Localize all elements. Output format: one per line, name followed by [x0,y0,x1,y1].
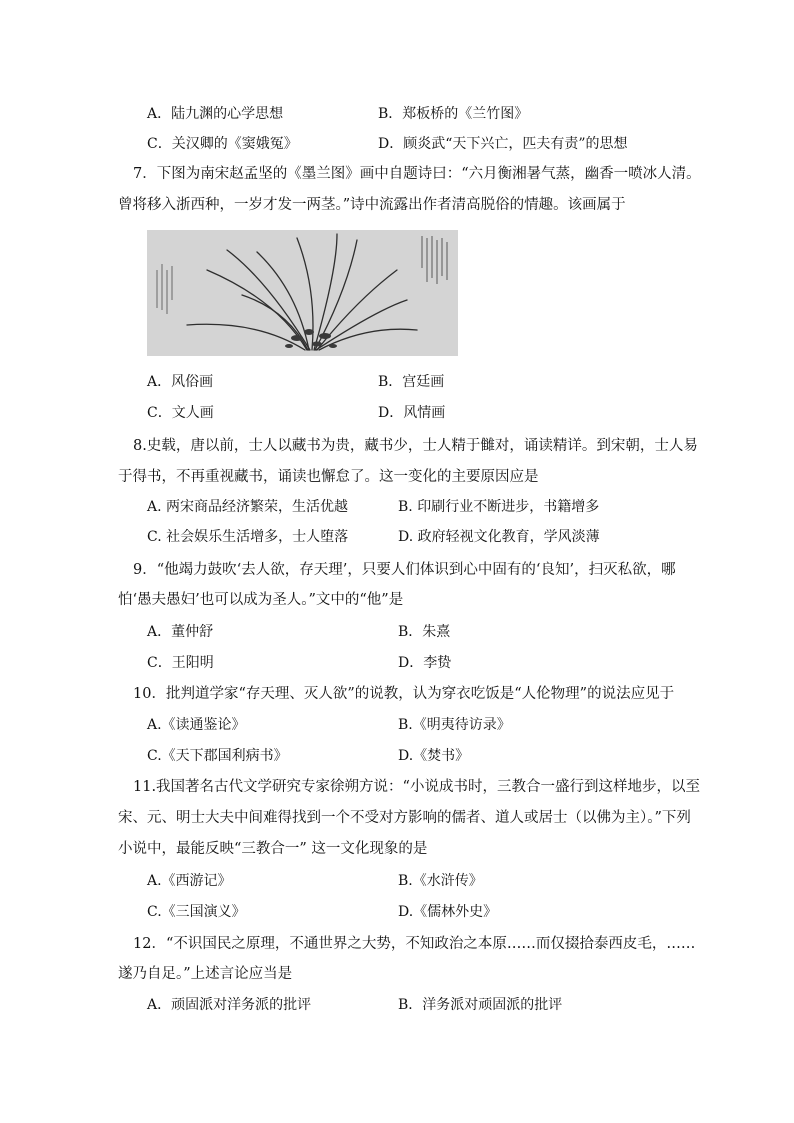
q9-option-c: C．王阳明 [147,655,214,671]
q6-option-d: D．顾炎武“天下兴亡，匹夫有责”的思想 [378,136,628,152]
q7-stem-line1: 7．下图为南宋赵孟坚的《墨兰图》画中自题诗曰：“六月衡湘暑气蒸，幽香一喷冰人清。 [133,166,701,182]
q7-stem-line2: 曾将移入浙西种，一岁才发一两茎。”诗中流露出作者清高脱俗的情趣。该画属于 [118,197,626,213]
q10-option-b: B.《明夷待访录》 [398,717,511,733]
q12-stem-line2: 遂乃自足。”上述言论应当是 [118,966,293,982]
q6-option-b: B．郑板桥的《兰竹图》 [378,106,529,122]
q8-option-a: A. 两宋商品经济繁荣，生活优越 [147,499,349,515]
q9-stem-line2: 怕‘愚夫愚妇’也可以成为圣人。”文中的“他”是 [118,592,404,608]
q8-stem-line2: 于得书，不再重视藏书，诵读也懈怠了。这一变化的主要原因应是 [118,469,539,485]
q11-option-b: B.《水浒传》 [398,873,483,889]
q11-stem-line3: 小说中，最能反映“三教合一” 这一文化现象的是 [118,841,428,857]
q8-option-d: D. 政府轻视文化教育，学风淡薄 [398,529,600,545]
q8-option-b: B. 印刷行业不断进步，书籍增多 [398,499,600,515]
q7-option-d: D．风情画 [378,405,446,421]
q6-option-c: C．关汉卿的《窦娥冤》 [147,136,298,152]
q9-option-a: A．董仲舒 [147,624,214,640]
q9-option-b: B．朱熹 [398,624,451,640]
q9-option-d: D．李贽 [398,655,452,671]
q12-option-b: B．洋务派对顽固派的批评 [398,997,563,1013]
q11-option-a: A.《西游记》 [147,873,232,889]
q12-stem-line1: 12．“不识国民之原理，不通世界之大势，不知政治之本原……而仅掇拾泰西皮毛，…… [133,936,696,952]
q6-option-a: A．陆九渊的心学思想 [147,106,284,122]
q8-stem-line1: 8.史载，唐以前，士人以藏书为贵，藏书少，士人精于雠对，诵读精详。到宋朝，士人易 [133,438,698,454]
q11-option-c: C.《三国演义》 [147,904,246,920]
q10-option-a: A.《读通鉴论》 [147,717,246,733]
q10-option-c: C.《天下郡国利病书》 [147,748,288,764]
q10-stem-line1: 10．批判道学家“存天理、灭人欲”的说教，认为穿衣吃饭是“人伦物理”的说法应见于 [133,686,675,702]
q11-option-d: D.《儒林外史》 [398,904,498,920]
q7-option-c: C．文人画 [147,405,214,421]
q9-stem-line1: 9．“他竭力鼓吹‘去人欲，存天理’，只要人们体识到心中固有的‘良知’，扫灭私欲，哪 [133,562,676,578]
q11-stem-line1: 11.我国著名古代文学研究专家徐朔方说：“小说成书时，三教合一盛行到这样地步，以至 [133,779,700,795]
q7-option-b: B．宫廷画 [378,374,445,390]
q10-option-d: D.《焚书》 [398,748,470,764]
q12-option-a: A．顽固派对洋务派的批评 [147,997,312,1013]
ink-orchid-painting [147,230,458,356]
q7-option-a: A．风俗画 [147,374,214,390]
q11-stem-line2: 宋、元、明士大夫中间难得找到一个不受对方影响的儒者、道人或居士（以佛为主）。”下列 [118,810,691,826]
q8-option-c: C. 社会娱乐生活增多，士人堕落 [147,529,349,545]
